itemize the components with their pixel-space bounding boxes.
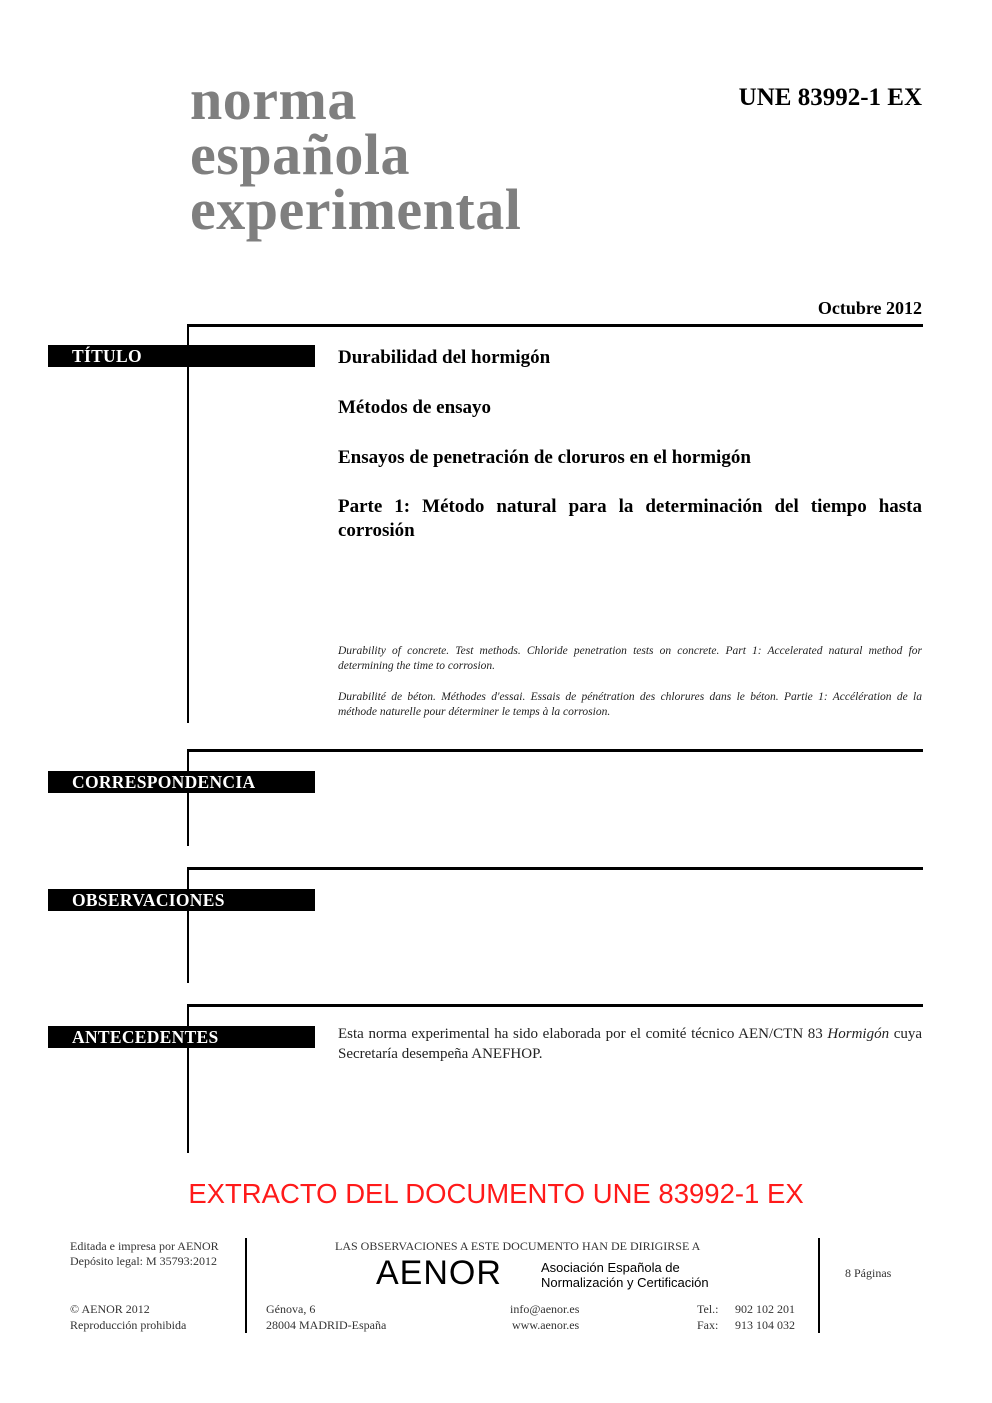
footer-legal-deposit: Depósito legal: M 35793:2012 (70, 1254, 217, 1268)
title-english: Durability of concrete. Test methods. Chloride penetration tests on concrete. Part 1: Accelerated natural method for determining the time to corrosion. (338, 645, 922, 672)
section-rule-correspondencia (187, 749, 189, 846)
footer-divider-left (245, 1238, 247, 1333)
footer-website[interactable]: www.aenor.es (512, 1318, 580, 1332)
heading-line-1: norma (190, 67, 357, 132)
section-label-observaciones: OBSERVACIONES (48, 889, 315, 911)
footer-edited-by: Editada e impresa por AENOR (70, 1239, 219, 1253)
standard-code: UNE 83992-1 EX (738, 84, 922, 111)
footer-fax-label: Fax: (697, 1318, 719, 1332)
footer-address-city: 28004 MADRID-España (266, 1318, 387, 1332)
section-label-antecedentes: ANTECEDENTES (48, 1026, 315, 1048)
footer-tel-label: Tel.: (697, 1302, 719, 1316)
section-divider-titulo (187, 324, 923, 327)
antecedentes-text (338, 1024, 922, 1064)
heading-line-3: experimental (190, 177, 522, 242)
publication-date: Octubre 2012 (817, 298, 922, 318)
title-part: Parte 1: Método natural para la determinación del tiempo hasta corrosión (338, 496, 922, 541)
footer-divider-right (818, 1238, 820, 1333)
footer-reproduction: Reproducción prohibida (70, 1318, 187, 1332)
title-subtitle: Métodos de ensayo (338, 397, 492, 418)
section-rule-titulo (187, 324, 189, 723)
section-divider-observaciones (187, 867, 923, 870)
section-divider-antecedentes (187, 1004, 923, 1007)
heading-line-2: española (190, 122, 410, 187)
section-label-titulo: TÍTULO (48, 345, 315, 367)
title-french: Durabilité de béton. Méthodes d'essai. Essais de pénétration des chlorures dans le béton. Partie 1: Accélération de la méthode naturelle pour déterminer le temps à la corrosion. (338, 691, 922, 718)
aenor-org-name-line-2: Normalización y Certificación (541, 1275, 709, 1290)
aenor-logo: AENOR (376, 1254, 502, 1292)
footer-address-street: Génova, 6 (266, 1302, 316, 1316)
footer-tel-value: 902 102 201 (735, 1302, 795, 1316)
section-rule-observaciones (187, 867, 189, 983)
footer-fax-value: 913 104 032 (735, 1318, 795, 1332)
antecedentes-text-end: cuya Secretaría desempeña ANEFHOP. (338, 1026, 923, 1062)
committee-name: Hormigón (827, 1026, 890, 1042)
aenor-org-name (541, 1260, 709, 1290)
aenor-org-name-line-1: Asociación Española de (541, 1260, 680, 1275)
section-divider-correspondencia (187, 749, 923, 752)
footer-copyright: © AENOR 2012 (70, 1302, 150, 1316)
title-test-name: Ensayos de penetración de cloruros en el hormigón (338, 447, 751, 468)
document-type-heading (190, 67, 522, 242)
footer-observations-note: LAS OBSERVACIONES A ESTE DOCUMENTO HAN DE DIRIGIRSE A (335, 1239, 701, 1253)
section-label-correspondencia: CORRESPONDENCIA (48, 771, 315, 793)
footer-page-count: 8 Páginas (845, 1266, 892, 1280)
title-main: Durabilidad del hormigón (338, 347, 551, 368)
extract-notice: EXTRACTO DEL DOCUMENTO UNE 83992-1 EX (188, 1178, 804, 1209)
footer-email[interactable]: info@aenor.es (510, 1302, 580, 1316)
antecedentes-text-start: Esta norma experimental ha sido elaborada por el comité técnico AEN/CTN 83 (338, 1026, 823, 1042)
